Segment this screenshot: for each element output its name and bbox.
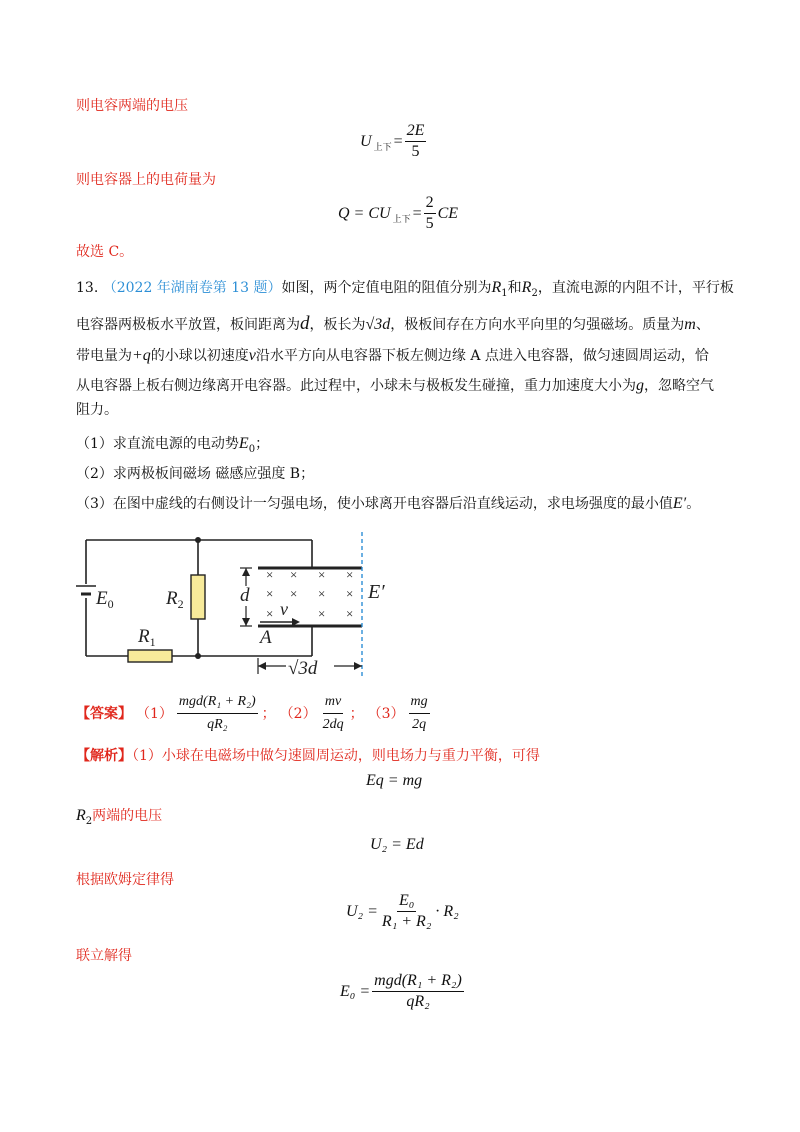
svg-text:×: × [266,606,274,621]
analysis-line-2: $R_2$两端的电压 [76,807,163,827]
svg-text:×: × [290,586,298,601]
label-d: d [240,585,250,606]
answer-1-fraction: $\frac{\text{mgd(R₁ + R₂)}}{\text{qR₂}}$ [178,694,256,732]
circuit-diagram [70,528,385,679]
answer-3-fraction: $\frac{mg}{2q}$ [410,694,428,732]
svg-text:×: × [346,606,354,621]
svg-text:×: × [290,567,298,582]
svg-text:×: × [318,586,326,601]
equation-ohm-law: U₂ = $\frac{\text{E₀}}{\text{R₁ + R₂}}$ · R₂ [346,892,459,930]
svg-text:×: × [318,567,326,582]
svg-text:×: × [266,586,274,601]
label-A: A [260,627,272,648]
resistor-R1 [128,650,172,662]
problem-line-5: 阻力。 [76,402,118,418]
analysis-line-4: 联立解得 [76,948,132,964]
equation-E0-result: E₀ = $\frac{\text{mgd(R₁ + R₂)}}{\text{qR₂}}$ [340,972,462,1010]
problem-source: （2022 年湖南卷第 13 题） [102,280,282,296]
equation-charge: Q = CU $_{上下}$ = $\frac{2}{5}$ CE [338,194,459,232]
resistor-R2 [191,575,205,619]
equation-Eq-mg: Eq = mg [366,772,423,789]
label-R1: $R_1$ [138,626,156,649]
problem-line-3: 带电量为+q的小球以初速度v沿水平方向从电容器下板左侧边缘 A 点进入电容器，做匀速圆周运动，恰 [76,347,709,364]
text-choose-c: 故选 C。 [76,244,134,260]
problem-line-2: 电容器两极板水平放置，板间距离为d，板长为√3d，极板间存在方向水平向里的匀强磁场。质量为m、 [76,313,710,334]
label-Eprime: E′ [368,581,385,603]
question-3: （3）在图中虚线的右侧设计一匀强电场，使小球离开电容器后沿直线运动，求电场强度的最小值E′。 [76,495,701,512]
svg-text:×: × [346,567,354,582]
question-1: （1）求直流电源的电动势$E_0$； [76,435,270,455]
equation-U2-Ed: U₂ = Ed [370,836,424,853]
label-R2: $R_2$ [166,588,184,611]
question-2: （2）求两极板间磁场 磁感应强度 B； [76,466,315,482]
equation-capacitor-voltage: U $_{上下}$ = $\frac{2E}{5}$ [360,122,425,160]
problem-line-4: 从电容器上板右侧边缘离开电容器。此过程中，小球未与极板发生碰撞，重力加速度大小为g，忽略空气 [76,377,714,394]
analysis-line-3: 根据欧姆定律得 [76,872,174,888]
label-E0: $E_0$ [96,588,114,611]
svg-text:×: × [318,606,326,621]
label-width: √3d [288,658,318,679]
label-v: v [280,599,288,619]
svg-text:×: × [266,567,274,582]
answer-line: 【答案】 （1） $\frac{\text{mgd(R₁ + R₂)}}{\text{qR₂}}$ ； （2） $\frac{mv}{2dq}$ ； （3） $\frac{mg}{2q}$ [76,692,430,735]
text-charge-amount: 则电容器上的电荷量为 [76,172,216,188]
text-capacitor-voltage: 则电容两端的电压 [76,98,188,114]
svg-text:×: × [346,586,354,601]
problem-line-1: 13. （2022 年湖南卷第 13 题）如图，两个定值电阻的阻值分别为$R_1$和$R_2$，直流电源的内阻不计，平行板 [76,279,734,299]
analysis-line-1: 【解析】（1）小球在电磁场中做匀速圆周运动，则电场力与重力平衡，可得 [76,748,540,764]
answer-2-fraction: $\frac{mv}{2dq}$ [322,694,344,732]
